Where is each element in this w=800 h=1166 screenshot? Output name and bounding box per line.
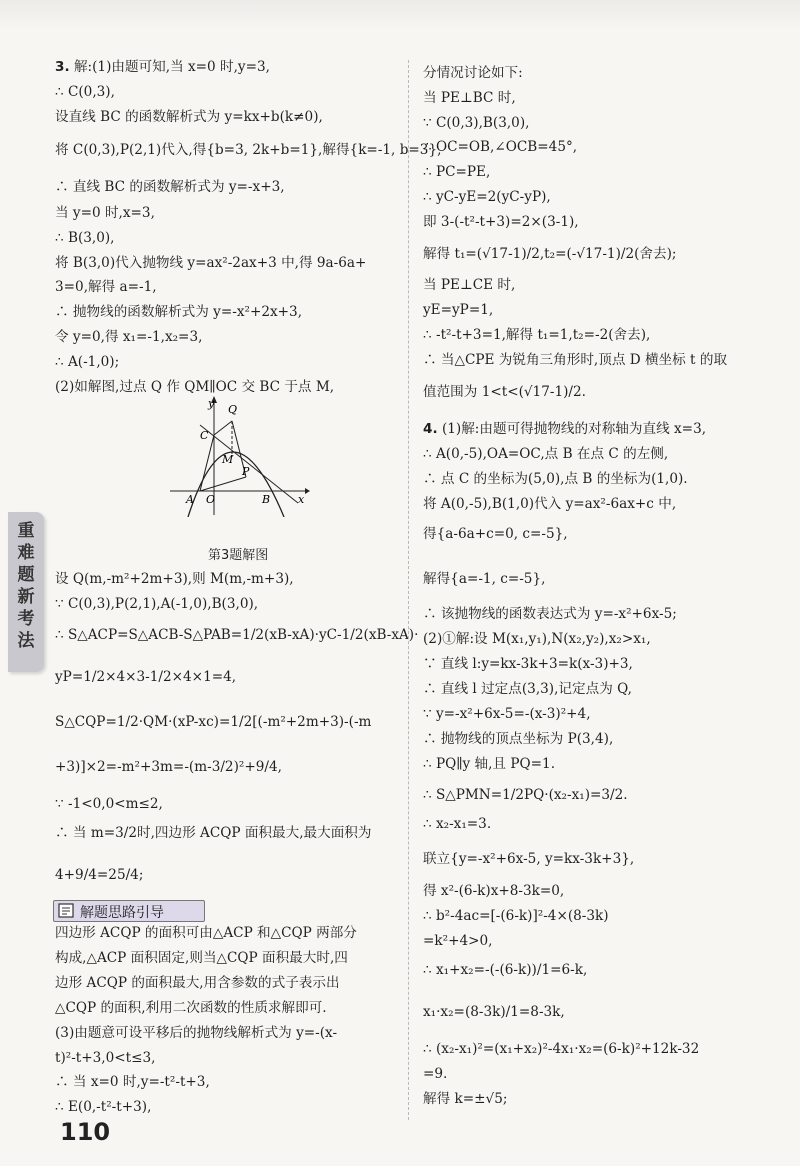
right-line: ∴ A(0,-5),OA=OC,点 B 在点 C 的左侧, (423, 446, 669, 462)
right-line: 将 A(0,-5),B(1,0)代入 y=ax²-6ax+c 中, (423, 496, 677, 512)
right-line: 解得 k=±√5; (423, 1091, 508, 1107)
segment-cq (214, 421, 232, 435)
right-line: (2)①解:设 M(x₁,y₁),N(x₂,y₂),x₂>x₁, (423, 631, 651, 647)
right-line: ∴ 抛物线的顶点坐标为 P(3,4), (423, 731, 614, 747)
right-line: 联立{y=-x²+6x-5, y=kx-3k+3}, (423, 851, 635, 867)
left-line: 4+9/4=25/4; (55, 867, 144, 883)
right-line: ∴ OC=OB,∠OCB=45°, (423, 139, 578, 155)
right-line: ∴ 当△CPE 为锐角三角形时,顶点 D 横坐标 t 的取 (423, 352, 728, 368)
parabola-figure (170, 395, 310, 517)
right-line: ∴ (x₂-x₁)²=(x₁+x₂)²-4x₁·x₂=(6-k)²+12k-32 (423, 1041, 700, 1057)
right-line: 得 x²-(6-k)x+8-3k=0, (423, 883, 565, 899)
left-line: ∴ 抛物线的函数解析式为 y=-x²+2x+3, (55, 304, 303, 320)
right-line: x₁·x₂=(8-3k)/1=8-3k, (423, 1004, 565, 1020)
right-line: 4. (1)解:由题可得抛物线的对称轴为直线 x=3, (423, 421, 707, 437)
solution-guide-header (53, 900, 205, 922)
section-side-tab (8, 512, 44, 672)
left-line: ∵ C(0,3),P(2,1),A(-1,0),B(3,0), (55, 596, 259, 612)
left-line: ∴ 直线 BC 的函数解析式为 y=-x+3, (55, 179, 285, 195)
right-line: 当 PE⊥BC 时, (423, 90, 516, 106)
guide-title: 解题思路引导 (80, 905, 164, 921)
right-line: ∵ y=-x²+6x-5=-(x-3)²+4, (423, 706, 591, 722)
right-line: ∴ S△PMN=1/2PQ·(x₂-x₁)=3/2. (423, 787, 628, 803)
right-line: 值范围为 1<t<(√17-1)/2. (423, 384, 586, 400)
right-line: ∴ 该抛物线的函数表达式为 y=-x²+6x-5; (423, 606, 677, 622)
left-line: 3. 解:(1)由题可知,当 x=0 时,y=3, (55, 59, 270, 75)
parabola-curve (188, 452, 284, 517)
right-line: 解得 t₁=(√17-1)/2,t₂=(-√17-1)/2(舍去); (423, 246, 677, 262)
problem-number: 4. (423, 421, 438, 437)
label-x: x (298, 493, 305, 506)
left-line: +3)]×2=-m²+3m=-(m-3/2)²+9/4, (55, 759, 282, 775)
left-line: 边形 ACQP 的面积最大,用含参数的式子表示出 (55, 975, 340, 991)
left-line: 将 C(0,3),P(2,1)代入,得{b=3, 2k+b=1},解得{k=-1, b=3}, (55, 142, 442, 158)
left-line: 3=0,解得 a=-1, (55, 279, 157, 295)
left-line: 四边形 ACQP 的面积可由△ACP 和△CQP 两部分 (55, 925, 357, 941)
label-c: C (200, 429, 209, 442)
left-line: ∴ C(0,3), (55, 84, 115, 100)
right-line: ∴ PC=PE, (423, 164, 491, 180)
left-line: 设直线 BC 的函数解析式为 y=kx+b(k≠0), (55, 109, 323, 125)
right-line: 当 PE⊥CE 时, (423, 277, 516, 293)
right-line: ∴ b²-4ac=[-(6-k)]²-4×(8-3k) (423, 908, 609, 924)
left-line: (3)由题意可设平移后的抛物线解析式为 y=-(x- (55, 1025, 338, 1041)
label-o: O (206, 493, 216, 506)
column-divider (408, 60, 409, 1120)
left-line: 设 Q(m,-m²+2m+3),则 M(m,-m+3), (55, 571, 294, 587)
left-line: ∴ E(0,-t²-t+3), (55, 1099, 152, 1115)
page-number: 110 (60, 1118, 111, 1146)
right-line: ∴ x₂-x₁=3. (423, 816, 492, 832)
x-axis-arrow (305, 488, 310, 494)
left-line: ∴ B(3,0), (55, 230, 115, 246)
right-line: ∴ x₁+x₂=-(-(6-k))/1=6-k, (423, 962, 588, 978)
left-line: ∴ 当 m=3/2时,四边形 ACQP 面积最大,最大面积为 (55, 825, 372, 841)
right-line: 即 3-(-t²-t+3)=2×(3-1), (423, 214, 579, 230)
segment-ap (200, 477, 246, 491)
left-line: S△CQP=1/2·QM·(xP-xc)=1/2[(-m²+2m+3)-(-m (55, 714, 372, 730)
label-y: y (208, 397, 215, 410)
left-line: t)²-t+3,0<t≤3, (55, 1050, 156, 1066)
label-m: M (222, 453, 234, 466)
left-line: △CQP 的面积,利用二次函数的性质求解即可. (55, 1000, 327, 1016)
label-a: A (186, 493, 194, 506)
side-tab-label: 重难题新考法 (17, 521, 35, 651)
right-line: =9. (423, 1066, 448, 1082)
left-line: (2)如解图,过点 Q 作 QM∥OC 交 BC 于点 M, (55, 379, 335, 395)
right-line: =k²+4>0, (423, 933, 493, 949)
left-line: 将 B(3,0)代入抛物线 y=ax²-2ax+3 中,得 9a-6a+ (55, 255, 367, 271)
right-line: ∴ 直线 l 过定点(3,3),记定点为 Q, (423, 681, 632, 697)
right-line: 分情况讨论如下: (423, 65, 523, 81)
right-line: ∵ C(0,3),B(3,0), (423, 115, 530, 131)
right-line: 解得{a=-1, c=-5}, (423, 571, 546, 587)
right-line: yE=yP=1, (423, 302, 494, 318)
label-q: Q (228, 403, 238, 416)
left-line: ∵ -1<0,0<m≤2, (55, 796, 163, 812)
left-line: ∴ S△ACP=S△ACB-S△PAB=1/2(xB-xA)·yC-1/2(xB-xA)· (55, 627, 419, 643)
left-line: 构成,△ACP 面积固定,则当△CQP 面积最大时,四 (55, 950, 348, 966)
problem-number: 3. (55, 59, 70, 75)
segment-ac (200, 435, 214, 491)
right-line: ∵ 直线 l:y=kx-3k+3=k(x-3)+3, (423, 656, 633, 672)
right-line: ∴ 点 C 的坐标为(5,0),点 B 的坐标为(1,0). (423, 471, 688, 487)
right-line: 得{a-6a+c=0, c=-5}, (423, 526, 568, 542)
left-line: yP=1/2×4×3-1/2×4×1=4, (55, 669, 237, 685)
left-line: ∴ A(-1,0); (55, 354, 120, 370)
label-b: B (262, 493, 271, 506)
right-line: ∴ yC-yE=2(yC-yP), (423, 189, 551, 205)
figure-caption: 第3题解图 (208, 548, 269, 563)
left-line: ∴ 当 x=0 时,y=-t²-t+3, (55, 1074, 210, 1090)
left-line: 当 y=0 时,x=3, (55, 205, 155, 221)
page-top-shadow (0, 0, 800, 30)
label-p: P (242, 465, 250, 478)
right-line: ∴ -t²-t+3=1,解得 t₁=1,t₂=-2(舍去), (423, 327, 651, 343)
right-line: ∴ PQ∥y 轴,且 PQ=1. (423, 756, 556, 772)
guide-icon (58, 903, 76, 919)
left-line: 令 y=0,得 x₁=-1,x₂=3, (55, 329, 203, 345)
